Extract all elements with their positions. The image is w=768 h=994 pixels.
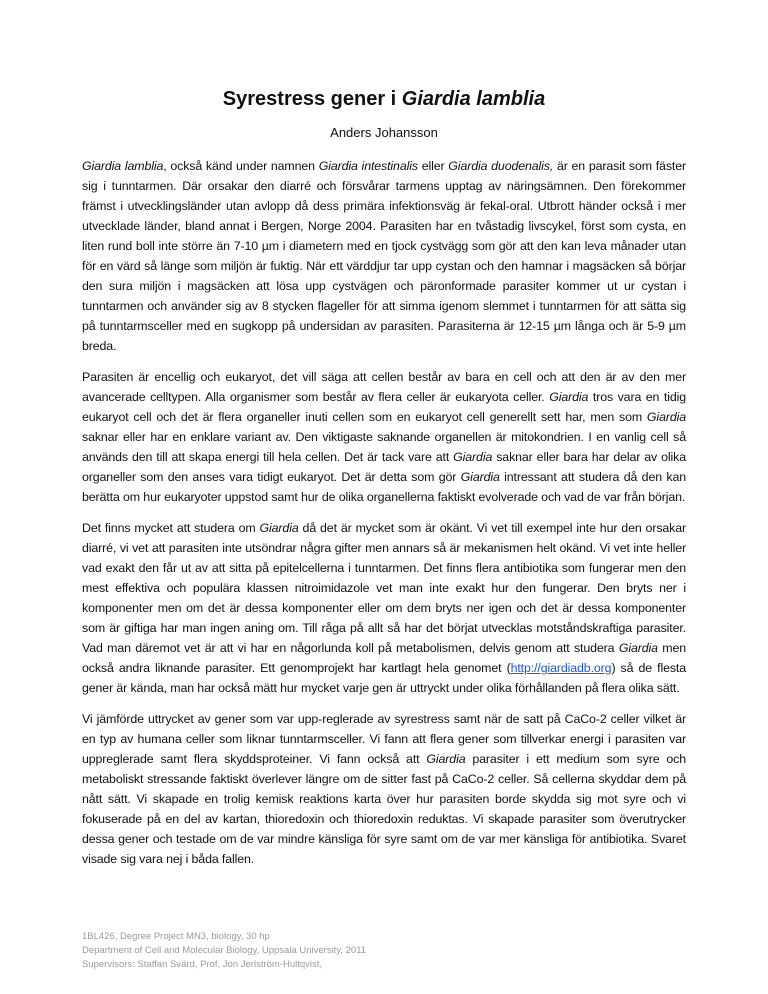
- footer-course: 1BL426, Degree Project MN3, biology, 30 hp: [82, 931, 270, 942]
- text-run: Parasiten är encellig och eukaryot, det vill säga att cellen består av bara en cell och att den är av den mer avancerade celltypen. Alla organismer som består av flera celler är eukaryota celler.: [82, 370, 686, 404]
- title-species: Giardia lamblia: [401, 88, 546, 110]
- text-run: är en parasit som fäster sig i tunntarmen. Där orsakar den diarré och försvårar tarmens upptag av näringsämnen. Den förekommer främst i utvecklingsländer utan avlopp då dess primära infektionsväg är fekal-oral. Utbrott händer också i mer utvecklade länder, bland annat i Bergen, Norge 2004. Parasiten har en tvåstadig livscykel, först som cysta, en liten rund boll inte större än 7-10 µm i diametern med en tjock cystvägg som gör att den kan leva månader utan för en värd så länge som miljön är fuktig. När ett värddjur tar upp cystan och den hamnar i magsäcken så börjar den sura miljön i magsäcken att lösa upp cystvägen och päronformade parasiter kommer ut ur cystan i tunntarmen och använder sig av 8 stycken flageller för att simma igenom slemmet i tunntarmen för att sätta sig på tunntarmsceller med en sugkopp på undersidan av parasiten. Parasiterna är 12-15 µm långa och är 5-9 µm breda.: [82, 159, 686, 353]
- italic-term: Giardia duodenalis,: [448, 159, 554, 173]
- italic-term: Giardia lamblia: [82, 159, 164, 173]
- italic-term: Giardia: [618, 641, 658, 655]
- author-name: Anders Johansson: [330, 125, 438, 140]
- italic-term: Giardia: [460, 470, 500, 484]
- text-run: saknar eller har en enklare variant av. Den viktigaste saknande organellen är mitokondrien. I en vanlig cell så används den till att skapa energi till hela cellen. Det är tack vare att: [82, 430, 686, 464]
- text-run: parasiter i ett medium som syre och metaboliskt stressande faktiskt överlever längre om de sitter fast på CaCo-2 celler. Så cellerna skyddar dem på nått sätt. Vi skapade en trolig kemisk reaktions karta över hur parasiten borde skydda sig mot syre och vi fokuserade på en del av kartan, thioredoxin och thioredoxin reduktas. Vi skapade parasiter som överutrycker dessa gener och testade om de var mindre känsliga för syre samt om de var mer känsliga för antibiotika. Svaret visade sig vara nej i båda fallen.: [82, 752, 686, 866]
- text-run: , också känd under namnen: [163, 159, 319, 173]
- paragraph: [82, 709, 686, 869]
- italic-term: Giardia: [549, 390, 589, 404]
- italic-term: Giardia: [259, 521, 299, 535]
- italic-term: Giardia intestinalis: [318, 159, 418, 173]
- text-run: saknar eller bara har delar av olika organeller som den anses vara tidigt eukaryot. Det är detta som gör: [82, 450, 686, 484]
- title-prefix: Syrestress gener i: [222, 88, 402, 110]
- text-run: Det finns mycket att studera om: [82, 521, 260, 535]
- text-run: men också andra liknande parasiter. Ett genomprojekt har kartlagt hela genomet (: [82, 641, 686, 675]
- italic-term: Giardia: [646, 410, 686, 424]
- document-title: [0, 86, 768, 112]
- footer-supervisors: Supervisors: Staffan Svärd, Prof, Jon Jerlström-Hultqvist,: [82, 959, 323, 970]
- italic-term: Giardia: [453, 450, 493, 464]
- text-run: Vi jämförde uttrycket av gener som var upp-reglerade av syrestress samt när de satt på CaCo-2 celler vilket är en typ av humana celler som liknar tunntarmsceller. Vi fann att flera gener som tillverkar energi i parasiten var uppreglerade samt flera skyddsproteiner. Vi fann också att: [82, 712, 686, 766]
- text-run: intressant att studera då den kan berätta om hur eukaryoter uppstod samt hur de olika organellerna faktiskt evolverade och vad de var från början.: [82, 470, 687, 504]
- text-run: ) så de flesta gener är kända, man har också mätt hur mycket varje gen är uttryckt under olika förhållanden på flera olika sätt.: [82, 661, 686, 695]
- paragraph: [82, 367, 686, 507]
- document-body: [82, 156, 686, 880]
- text-run: eller: [417, 159, 449, 173]
- paragraph: [82, 156, 686, 356]
- footer-department: Department of Cell and Molecular Biology, Uppsala University, 2011: [82, 945, 367, 956]
- giardiadb-link[interactable]: http://giardiadb.org: [510, 661, 612, 675]
- footer-note: [82, 930, 686, 972]
- paragraph: [82, 518, 686, 698]
- text-run: tros vara en tidig eukaryot cell och det är flera organeller inuti cellen som en eukaryot cell generellt sett har, men som: [82, 390, 687, 424]
- text-run: då det är mycket som är okänt. Vi vet till exempel inte hur den orsakar diarré, vi vet att parasiten inte utsöndrar några gifter men annars så är mekanismen helt okänd. Vi vet inte heller vad exakt den får ut av att sitta på epitelcellerna i tunntarmen. Det finns flera antibiotika som fungerar men den mest effektiva och populära klassen nitroimidazole vet man inte exakt hur den fungerar. Den bryts ner i komponenter men om det är dessa komponenter eller om dem bryts ner igen och det är dessa komponenter som är giftiga har man ingen aning om. Till råga på allt så har det börjat utvecklas motståndskraftiga parasiter. Vad man däremot vet är att vi har en någorlunda koll på metabolismen, delvis genom att studera: [82, 521, 687, 655]
- italic-term: Giardia: [426, 752, 466, 766]
